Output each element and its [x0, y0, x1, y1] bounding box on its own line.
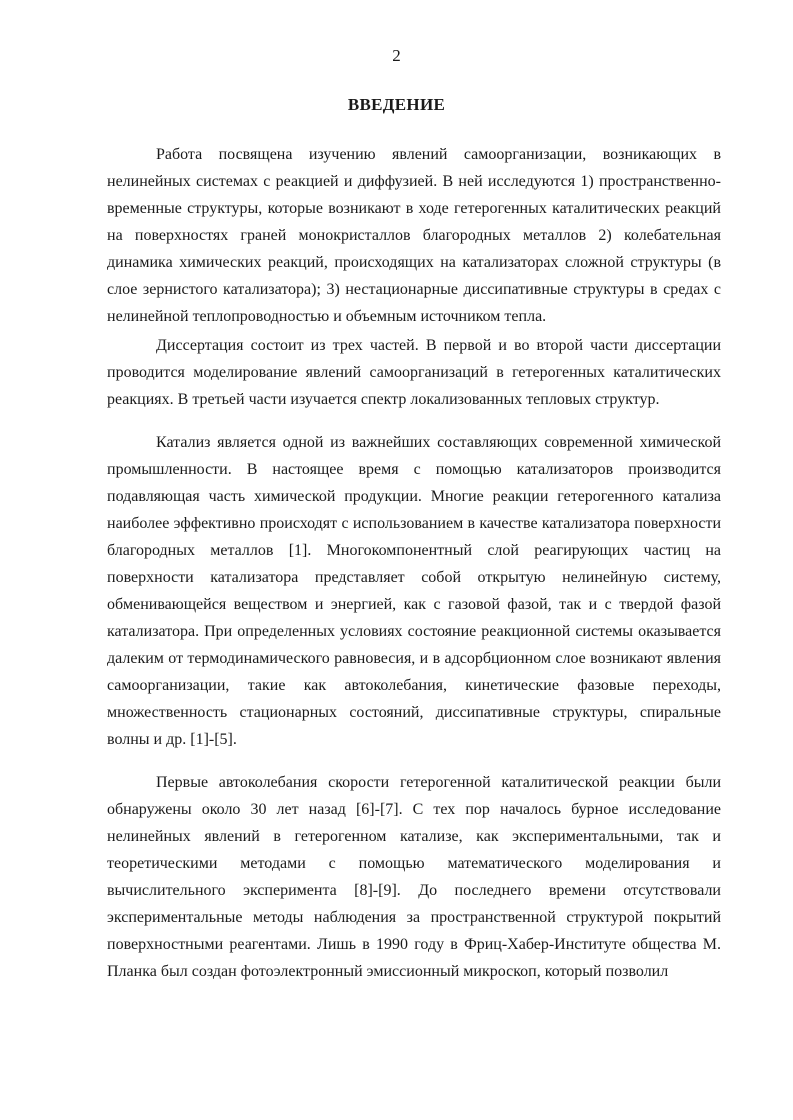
- paragraph-catalysis: Катализ является одной из важнейших составляющих современной химической промышленности. В настоящее время с помощью катализаторов производится подавляющая часть химической продукции. Многие реакции гетерогенного катализа наиболее эффективно происходят с использованием в качестве катализатора поверхности благородных металлов [1]. Многокомпонентный слой реагирующих частиц на поверхности катализатора представляет собой открытую нелинейную систему, обменивающейся веществом и энергией, как с газовой фазой, так и с твердой фазой катализатора. При определенных условиях состояние реакционной системы оказывается далеким от термодинамического равновесия, и в адсорбционном слое возникают явления самоорганизации, такие как автоколебания, кинетические фазовые переходы, множественность стационарных состояний, диссипативные структуры, спиральные волны и др. [1]-[5].: [107, 434, 721, 748]
- paragraph-structure: Диссертация состоит из трех частей. В первой и во второй части диссертации проводится моделирование явлений самоорганизаций в гетерогенных каталитических реакциях. В третьей части изучается спектр локализованных тепловых структур.: [107, 337, 721, 408]
- paragraph-history: Первые автоколебания скорости гетерогенной каталитической реакции были обнаружены около 30 лет назад [6]-[7]. С тех пор началось бурное исследование нелинейных явлений в гетерогенном катализе, как экспериментальными, так и теоретическими методами с помощью математического моделирования и вычислительного эксперимента [8]-[9]. До последнего времени отсутствовали экспериментальные методы наблюдения за пространственной структурой покрытий поверхностными реагентами. Лишь в 1990 году в Фриц-Хабер-Институте общества М. Планка был создан фотоэлектронный эмиссионный микроскоп, который позволил: [107, 774, 721, 980]
- paragraph-intro: Работа посвящена изучению явлений самоорганизации, возникающих в нелинейных системах с реакцией и диффузией. В ней исследуются 1) пространственно-временные структуры, которые возникают в ходе гетерогенных каталитических реакций на поверхностях граней монокристаллов благородных металлов 2) колебательная динамика химических реакций, происходящих на катализаторах сложной структуры (в слое зернистого катализатора); 3) нестационарные диссипативные структуры в средах с нелинейной теплопроводностью и объемным источником тепла.: [107, 146, 721, 325]
- page-number: 2: [392, 46, 401, 65]
- section-heading: ВВЕДЕНИЕ: [347, 95, 446, 114]
- body-text: [107, 141, 721, 985]
